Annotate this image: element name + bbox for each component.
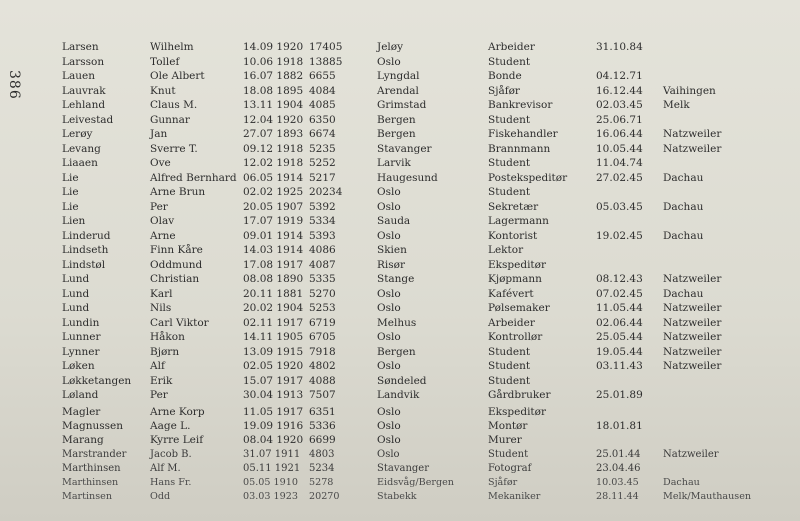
surname-cell: Løland (62, 389, 99, 401)
death-date-cell: 02.06.44 (596, 316, 643, 329)
first-name-cell: Per (150, 389, 168, 401)
birth-date-cell: 02.11 1917 (243, 316, 304, 329)
birth-date-cell: 17.07 1919 (243, 215, 304, 227)
place-cell: Oslo (377, 302, 401, 314)
surname-cell: Lie (62, 200, 79, 213)
occupation-cell: Montør (488, 420, 528, 433)
page-number: 386 (6, 70, 22, 100)
surname-cell: Lund (62, 273, 90, 285)
prisoner-number-cell: 4087 (309, 258, 336, 271)
prisoner-number-cell: 5217 (309, 171, 336, 184)
surname-cell: Lundin (62, 316, 100, 329)
death-date-cell: 27.02.45 (596, 171, 643, 184)
birth-date-cell: 20.02 1904 (243, 302, 304, 314)
camp-cell: Dachau (663, 171, 704, 184)
camp-cell: Vaihingen (663, 84, 716, 97)
prisoner-number-cell: 5234 (309, 462, 335, 474)
register-row (0, 185, 800, 199)
place-cell: Bergen (377, 128, 416, 140)
prisoner-number-cell: 7507 (309, 389, 336, 401)
surname-cell: Lien (62, 215, 86, 227)
first-name-cell: Arne Brun (150, 186, 206, 198)
first-name-cell: Oddmund (150, 258, 203, 271)
birth-date-cell: 18.08 1895 (243, 84, 304, 97)
register-row (0, 476, 800, 490)
prisoner-number-cell: 13885 (309, 55, 343, 68)
occupation-cell: Gårdbruker (488, 389, 551, 401)
birth-date-cell: 02.05 1920 (243, 360, 304, 372)
register-row (0, 359, 800, 373)
register-row (0, 214, 800, 228)
prisoner-number-cell: 6674 (309, 128, 336, 140)
occupation-cell: Murer (488, 434, 522, 447)
surname-cell: Lindstøl (62, 258, 106, 271)
death-date-cell: 11.05.44 (596, 302, 643, 314)
register-row (0, 462, 800, 476)
camp-cell: Dachau (663, 200, 704, 213)
register-row (0, 127, 800, 141)
death-date-cell: 03.11.43 (596, 360, 643, 372)
register-row (0, 200, 800, 214)
place-cell: Bergen (377, 345, 416, 358)
death-date-cell: 16.06.44 (596, 128, 643, 140)
death-date-cell: 19.02.45 (596, 229, 643, 242)
occupation-cell: Lagermann (488, 215, 549, 227)
place-cell: Larvik (377, 157, 411, 169)
register-row (0, 419, 800, 433)
prisoner-number-cell: 6350 (309, 113, 336, 126)
death-date-cell: 18.01.81 (596, 420, 643, 433)
register-row (0, 345, 800, 359)
occupation-cell: Student (488, 360, 531, 372)
birth-date-cell: 14.09 1920 (243, 41, 304, 53)
prisoner-number-cell: 17405 (309, 41, 343, 53)
birth-date-cell: 02.02 1925 (243, 186, 304, 198)
surname-cell: Løkketangen (62, 374, 132, 387)
occupation-cell: Postekspeditør (488, 171, 568, 184)
first-name-cell: Knut (150, 84, 176, 97)
camp-cell: Natzweiler (663, 448, 719, 460)
occupation-cell: Student (488, 113, 531, 126)
camp-cell: Natzweiler (663, 128, 722, 140)
death-date-cell: 10.03.45 (596, 477, 639, 488)
first-name-cell: Gunnar (150, 113, 190, 126)
occupation-cell: Fiskehandler (488, 128, 558, 140)
prisoner-number-cell: 5334 (309, 215, 336, 227)
surname-cell: Larsson (62, 55, 105, 68)
camp-cell: Dachau (663, 477, 700, 488)
occupation-cell: Bonde (488, 70, 522, 82)
prisoner-number-cell: 7918 (309, 345, 336, 358)
prisoner-number-cell: 4802 (309, 360, 336, 372)
place-cell: Skien (377, 244, 407, 256)
place-cell: Risør (377, 258, 405, 271)
prisoner-number-cell: 6705 (309, 331, 336, 343)
register-row (0, 272, 800, 286)
birth-date-cell: 30.04 1913 (243, 389, 304, 401)
register-row (0, 287, 800, 301)
register-row (0, 156, 800, 170)
death-date-cell: 25.05.44 (596, 331, 643, 343)
register-row (0, 388, 800, 402)
death-date-cell: 31.10.84 (596, 41, 643, 53)
birth-date-cell: 20.05 1907 (243, 200, 304, 213)
birth-date-cell: 06.05 1914 (243, 171, 304, 184)
occupation-cell: Arbeider (488, 316, 535, 329)
register-row (0, 448, 800, 462)
surname-cell: Lund (62, 302, 90, 314)
prisoner-number-cell: 5270 (309, 287, 336, 300)
death-date-cell: 08.12.43 (596, 273, 643, 285)
register-row (0, 171, 800, 185)
occupation-cell: Kontrollør (488, 331, 543, 343)
prisoner-number-cell: 4088 (309, 374, 336, 387)
surname-cell: Lynner (62, 345, 100, 358)
place-cell: Jeløy (377, 41, 404, 53)
death-date-cell: 28.11.44 (596, 491, 639, 503)
surname-cell: Løken (62, 360, 95, 372)
first-name-cell: Ole Albert (150, 70, 205, 82)
surname-cell: Marthinsen (62, 462, 121, 474)
surname-cell: Magnussen (62, 420, 124, 433)
place-cell: Stavanger (377, 462, 429, 474)
prisoner-number-cell: 4086 (309, 244, 336, 256)
first-name-cell: Sverre T. (150, 142, 198, 155)
occupation-cell: Student (488, 55, 531, 68)
surname-cell: Liaaen (62, 157, 98, 169)
surname-cell: Lie (62, 186, 79, 198)
prisoner-number-cell: 20234 (309, 186, 343, 198)
surname-cell: Lunner (62, 331, 101, 343)
occupation-cell: Ekspeditør (488, 406, 546, 418)
first-name-cell: Alfred Bernhard (150, 171, 237, 184)
occupation-cell: Lektor (488, 244, 524, 256)
first-name-cell: Nils (150, 302, 172, 314)
register-row (0, 316, 800, 330)
place-cell: Oslo (377, 448, 400, 460)
register-row (0, 113, 800, 127)
birth-date-cell: 31.07 1911 (243, 448, 301, 460)
death-date-cell: 11.04.74 (596, 157, 643, 169)
place-cell: Oslo (377, 331, 401, 343)
first-name-cell: Claus M. (150, 99, 198, 111)
first-name-cell: Bjørn (150, 345, 180, 358)
register-row (0, 98, 800, 112)
occupation-cell: Bankrevisor (488, 99, 553, 111)
place-cell: Eidsvåg/Bergen (377, 477, 454, 488)
prisoner-number-cell: 5335 (309, 273, 336, 285)
birth-date-cell: 05.05 1910 (243, 477, 298, 488)
register-row (0, 433, 800, 447)
place-cell: Arendal (377, 84, 419, 97)
first-name-cell: Christian (150, 273, 200, 285)
first-name-cell: Hans Fr. (150, 477, 192, 488)
death-date-cell: 10.05.44 (596, 142, 643, 155)
place-cell: Stavanger (377, 142, 432, 155)
register-row (0, 69, 800, 83)
surname-cell: Lindseth (62, 244, 109, 256)
prisoner-number-cell: 4084 (309, 84, 336, 97)
birth-date-cell: 09.01 1914 (243, 229, 304, 242)
first-name-cell: Jacob B. (150, 448, 192, 460)
first-name-cell: Jan (150, 128, 168, 140)
occupation-cell: Brannmann (488, 142, 551, 155)
birth-date-cell: 27.07 1893 (243, 128, 304, 140)
birth-date-cell: 20.11 1881 (243, 287, 304, 300)
prisoner-number-cell: 5252 (309, 157, 336, 169)
first-name-cell: Kyrre Leif (150, 434, 204, 447)
birth-date-cell: 15.07 1917 (243, 374, 304, 387)
first-name-cell: Håkon (150, 331, 185, 343)
death-date-cell: 25.06.71 (596, 113, 643, 126)
surname-cell: Lie (62, 171, 79, 184)
occupation-cell: Student (488, 345, 531, 358)
surname-cell: Lauen (62, 70, 95, 82)
prisoner-number-cell: 6699 (309, 434, 336, 447)
register-row (0, 330, 800, 344)
surname-cell: Lund (62, 287, 90, 300)
place-cell: Bergen (377, 113, 416, 126)
surname-cell: Levang (62, 142, 101, 155)
first-name-cell: Ove (150, 157, 171, 169)
camp-cell: Natzweiler (663, 273, 722, 285)
occupation-cell: Mekaniker (488, 491, 541, 503)
register-row (0, 258, 800, 272)
birth-date-cell: 14.11 1905 (243, 331, 304, 343)
first-name-cell: Karl (150, 287, 173, 300)
birth-date-cell: 17.08 1917 (243, 258, 304, 271)
register-row (0, 243, 800, 257)
camp-cell: Natzweiler (663, 142, 722, 155)
surname-cell: Lauvrak (62, 84, 106, 97)
camp-cell: Melk/Mauthausen (663, 491, 752, 503)
birth-date-cell: 12.02 1918 (243, 157, 304, 169)
first-name-cell: Odd (150, 491, 171, 503)
death-date-cell: 02.03.45 (596, 99, 643, 111)
register-row (0, 301, 800, 315)
prisoner-number-cell: 6655 (309, 70, 336, 82)
place-cell: Oslo (377, 287, 401, 300)
prisoner-number-cell: 5392 (309, 200, 336, 213)
register-row (0, 229, 800, 243)
place-cell: Oslo (377, 200, 401, 213)
occupation-cell: Ekspeditør (488, 258, 546, 271)
surname-cell: Leivestad (62, 113, 114, 126)
surname-cell: Lehland (62, 99, 106, 111)
place-cell: Oslo (377, 186, 401, 198)
birth-date-cell: 14.03 1914 (243, 244, 304, 256)
place-cell: Stange (377, 273, 415, 285)
prisoner-number-cell: 5235 (309, 142, 336, 155)
occupation-cell: Student (488, 448, 529, 460)
first-name-cell: Alf M. (150, 462, 181, 474)
occupation-cell: Student (488, 374, 531, 387)
prisoner-number-cell: 6719 (309, 316, 336, 329)
place-cell: Melhus (377, 316, 417, 329)
first-name-cell: Erik (150, 374, 173, 387)
surname-cell: Lerøy (62, 128, 93, 140)
first-name-cell: Tollef (150, 55, 180, 68)
prisoner-number-cell: 5278 (309, 477, 334, 488)
place-cell: Oslo (377, 420, 401, 433)
occupation-cell: Sjåfør (488, 477, 518, 488)
surname-cell: Marang (62, 434, 104, 447)
first-name-cell: Alf (150, 360, 165, 372)
place-cell: Sauda (377, 215, 411, 227)
first-name-cell: Arne (150, 229, 176, 242)
birth-date-cell: 08.04 1920 (243, 434, 304, 447)
prisoner-number-cell: 5253 (309, 302, 336, 314)
camp-cell: Natzweiler (663, 302, 722, 314)
place-cell: Grimstad (377, 99, 427, 111)
register-row (0, 55, 800, 69)
place-cell: Oslo (377, 229, 401, 242)
birth-date-cell: 19.09 1916 (243, 420, 304, 433)
surname-cell: Magler (62, 406, 101, 418)
birth-date-cell: 16.07 1882 (243, 70, 304, 82)
occupation-cell: Pølsemaker (488, 302, 550, 314)
surname-cell: Marthinsen (62, 477, 119, 488)
occupation-cell: Student (488, 157, 531, 169)
first-name-cell: Wilhelm (150, 41, 194, 53)
birth-date-cell: 11.05 1917 (243, 406, 304, 418)
camp-cell: Natzweiler (663, 316, 722, 329)
death-date-cell: 23.04.46 (596, 462, 641, 474)
occupation-cell: Kafévert (488, 287, 534, 300)
register-row (0, 40, 800, 54)
first-name-cell: Arne Korp (150, 406, 205, 418)
birth-date-cell: 09.12 1918 (243, 142, 304, 155)
death-date-cell: 05.03.45 (596, 200, 643, 213)
birth-date-cell: 05.11 1921 (243, 462, 301, 474)
prisoner-number-cell: 4085 (309, 99, 336, 111)
occupation-cell: Kjøpmann (488, 273, 542, 285)
death-date-cell: 04.12.71 (596, 70, 643, 82)
place-cell: Stabekk (377, 491, 417, 503)
surname-cell: Linderud (62, 229, 111, 242)
death-date-cell: 07.02.45 (596, 287, 643, 300)
occupation-cell: Fotograf (488, 462, 532, 474)
place-cell: Landvik (377, 389, 420, 401)
first-name-cell: Per (150, 200, 168, 213)
death-date-cell: 25.01.44 (596, 448, 641, 460)
occupation-cell: Sekretær (488, 200, 539, 213)
place-cell: Oslo (377, 360, 401, 372)
occupation-cell: Kontorist (488, 229, 538, 242)
birth-date-cell: 13.09 1915 (243, 345, 304, 358)
camp-cell: Dachau (663, 229, 704, 242)
camp-cell: Natzweiler (663, 331, 722, 343)
prisoner-number-cell: 5393 (309, 229, 336, 242)
prisoner-number-cell: 5336 (309, 420, 336, 433)
surname-cell: Larsen (62, 41, 99, 53)
occupation-cell: Student (488, 186, 531, 198)
first-name-cell: Carl Viktor (150, 316, 209, 329)
camp-cell: Natzweiler (663, 345, 722, 358)
first-name-cell: Olav (150, 215, 175, 227)
prisoner-number-cell: 20270 (309, 491, 340, 503)
surname-cell: Marstrander (62, 448, 127, 460)
first-name-cell: Aage L. (150, 420, 191, 433)
place-cell: Oslo (377, 55, 401, 68)
first-name-cell: Finn Kåre (150, 244, 203, 256)
birth-date-cell: 03.03 1923 (243, 491, 298, 503)
occupation-cell: Sjåfør (488, 84, 520, 97)
register-row (0, 490, 800, 504)
register-row (0, 84, 800, 98)
register-row (0, 405, 800, 419)
register-row (0, 142, 800, 156)
birth-date-cell: 10.06 1918 (243, 55, 304, 68)
camp-cell: Melk (663, 99, 690, 111)
place-cell: Oslo (377, 434, 401, 447)
death-date-cell: 16.12.44 (596, 84, 643, 97)
occupation-cell: Arbeider (488, 41, 535, 53)
register-row (0, 374, 800, 388)
surname-cell: Martinsen (62, 491, 113, 503)
birth-date-cell: 12.04 1920 (243, 113, 304, 126)
prisoner-number-cell: 6351 (309, 406, 336, 418)
birth-date-cell: 13.11 1904 (243, 99, 304, 111)
death-date-cell: 25.01.89 (596, 389, 643, 401)
place-cell: Haugesund (377, 171, 438, 184)
prisoner-number-cell: 4803 (309, 448, 335, 460)
place-cell: Lyngdal (377, 70, 420, 82)
place-cell: Søndeled (377, 374, 427, 387)
death-date-cell: 19.05.44 (596, 345, 643, 358)
place-cell: Oslo (377, 406, 401, 418)
camp-cell: Natzweiler (663, 360, 722, 372)
camp-cell: Dachau (663, 287, 704, 300)
birth-date-cell: 08.08 1890 (243, 273, 304, 285)
